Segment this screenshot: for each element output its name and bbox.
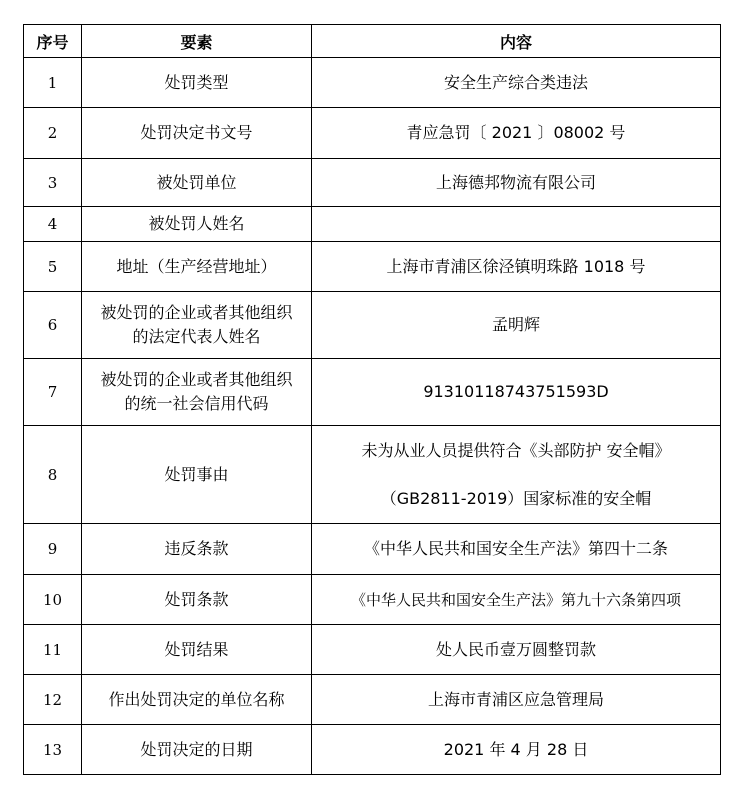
header-row (24, 25, 721, 58)
row-number: 1 (24, 58, 82, 108)
row-number: 3 (24, 159, 82, 207)
table-row (24, 108, 721, 159)
row-content: 孟明辉 (312, 292, 721, 359)
row-content (312, 426, 721, 524)
row-number: 10 (24, 575, 82, 625)
table-row (24, 524, 721, 575)
row-content: 上海市青浦区徐泾镇明珠路 1018 号 (312, 242, 721, 292)
table-row (24, 292, 721, 359)
element-line: 的统一社会信用代码 (124, 394, 269, 413)
row-content: 91310118743751593D (312, 359, 721, 426)
row-number: 6 (24, 292, 82, 359)
row-number: 8 (24, 426, 82, 524)
header-element: 要素 (82, 25, 312, 58)
row-number: 13 (24, 725, 82, 775)
row-number: 12 (24, 675, 82, 725)
row-content: 安全生产综合类违法 (312, 58, 721, 108)
row-element (82, 359, 312, 426)
row-element: 地址（生产经营地址） (82, 242, 312, 292)
row-element: 作出处罚决定的单位名称 (82, 675, 312, 725)
table-row (24, 725, 721, 775)
row-element: 被处罚单位 (82, 159, 312, 207)
element-line: 被处罚的企业或者其他组织 (100, 303, 293, 322)
row-element: 处罚决定的日期 (82, 725, 312, 775)
row-number: 2 (24, 108, 82, 159)
reason-line: （GB2811-2019）国家标准的安全帽 (380, 488, 652, 508)
row-content: 《中华人民共和国安全生产法》第四十二条 (312, 524, 721, 575)
row-number: 5 (24, 242, 82, 292)
row-element: 处罚条款 (82, 575, 312, 625)
row-element: 违反条款 (82, 524, 312, 575)
row-element: 处罚事由 (82, 426, 312, 524)
row-element (82, 292, 312, 359)
row-element: 处罚结果 (82, 625, 312, 675)
row-number: 4 (24, 207, 82, 242)
row-content: 上海德邦物流有限公司 (312, 159, 721, 207)
table-row (24, 58, 721, 108)
table-row (24, 426, 721, 524)
element-line: 被处罚的企业或者其他组织 (100, 370, 293, 389)
row-number: 9 (24, 524, 82, 575)
row-element: 被处罚人姓名 (82, 207, 312, 242)
table-row (24, 242, 721, 292)
row-content (312, 207, 721, 242)
row-content: 《中华人民共和国安全生产法》第九十六条第四项 (312, 575, 721, 625)
row-content: 处人民币壹万圆整罚款 (312, 625, 721, 675)
table-row (24, 207, 721, 242)
row-content: 上海市青浦区应急管理局 (312, 675, 721, 725)
reason-line: 未为从业人员提供符合《头部防护 安全帽》 (361, 440, 671, 460)
table-row (24, 575, 721, 625)
row-element: 处罚决定书文号 (82, 108, 312, 159)
header-serial: 序号 (24, 25, 82, 58)
table-row (24, 159, 721, 207)
penalty-table (23, 24, 721, 775)
row-content: 青应急罚〔 2021 〕08002 号 (312, 108, 721, 159)
row-content: 2021 年 4 月 28 日 (312, 725, 721, 775)
row-element: 处罚类型 (82, 58, 312, 108)
row-number: 7 (24, 359, 82, 426)
table-row (24, 625, 721, 675)
header-content: 内容 (312, 25, 721, 58)
table-row (24, 359, 721, 426)
table-row (24, 675, 721, 725)
element-line: 的法定代表人姓名 (132, 327, 261, 346)
row-number: 11 (24, 625, 82, 675)
